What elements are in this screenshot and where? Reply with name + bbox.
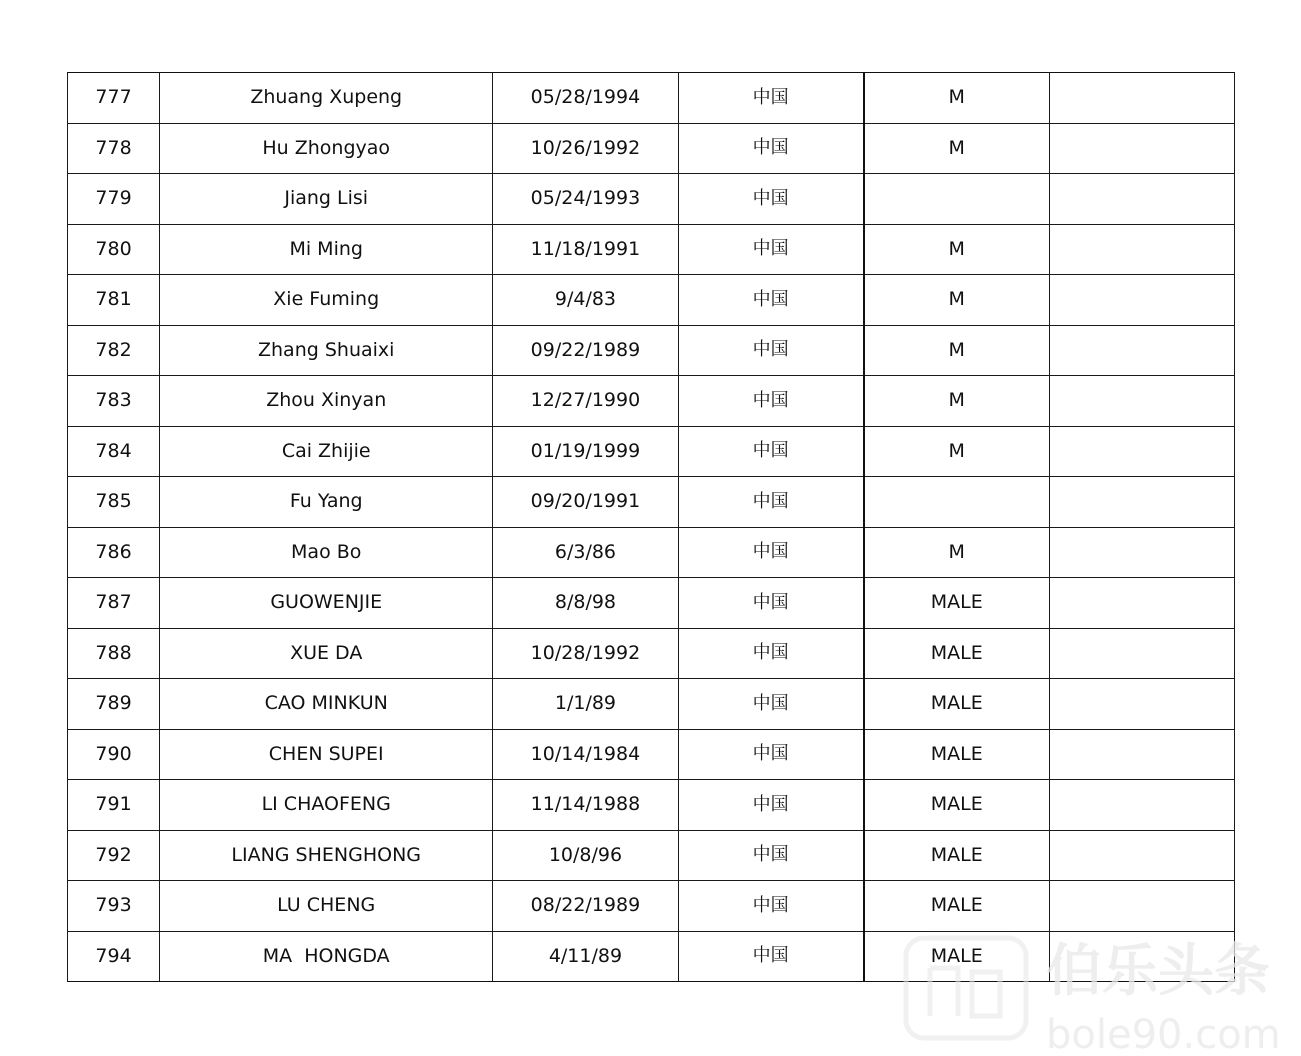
- cell-gender: M: [864, 73, 1050, 124]
- cell-country: 中国: [678, 729, 864, 780]
- table-row: [68, 628, 1235, 679]
- table-row: [68, 275, 1235, 326]
- cell-birth-date: 10/26/1992: [493, 123, 678, 174]
- cell-name: Zhang Shuaixi: [160, 325, 493, 376]
- cell-country: 中国: [678, 477, 864, 528]
- cell-name: CAO MINKUN: [160, 679, 493, 730]
- cell-country: 中国: [678, 881, 864, 932]
- table-row: [68, 679, 1235, 730]
- cell-country: 中国: [678, 780, 864, 831]
- table-row: [68, 73, 1235, 124]
- cell-country: 中国: [678, 325, 864, 376]
- cell-country: 中国: [678, 830, 864, 881]
- cell-extra: [1049, 578, 1234, 629]
- cell-country: 中国: [678, 275, 864, 326]
- table-row: [68, 123, 1235, 174]
- cell-number: 790: [68, 729, 160, 780]
- cell-name: Jiang Lisi: [160, 174, 493, 225]
- cell-number: 783: [68, 376, 160, 427]
- cell-name: Mao Bo: [160, 527, 493, 578]
- cell-gender: M: [864, 376, 1050, 427]
- cell-birth-date: 10/8/96: [493, 830, 678, 881]
- cell-country: 中国: [678, 73, 864, 124]
- cell-gender: MALE: [864, 830, 1050, 881]
- table-row: [68, 931, 1235, 982]
- cell-name: LI CHAOFENG: [160, 780, 493, 831]
- cell-number: 788: [68, 628, 160, 679]
- cell-gender: [864, 174, 1050, 225]
- cell-gender: MALE: [864, 729, 1050, 780]
- cell-country: 中国: [678, 174, 864, 225]
- cell-gender: M: [864, 275, 1050, 326]
- cell-name: Mi Ming: [160, 224, 493, 275]
- cell-number: 789: [68, 679, 160, 730]
- cell-number: 791: [68, 780, 160, 831]
- cell-gender: MALE: [864, 679, 1050, 730]
- table-row: [68, 376, 1235, 427]
- watermark-url-text: bole90.com: [1046, 1012, 1281, 1056]
- cell-name: Zhou Xinyan: [160, 376, 493, 427]
- cell-country: 中国: [678, 679, 864, 730]
- cell-extra: [1049, 174, 1234, 225]
- cell-country: 中国: [678, 628, 864, 679]
- cell-birth-date: 12/27/1990: [493, 376, 678, 427]
- cell-extra: [1049, 881, 1234, 932]
- cell-birth-date: 11/14/1988: [493, 780, 678, 831]
- cell-extra: [1049, 527, 1234, 578]
- cell-gender: MALE: [864, 931, 1050, 982]
- cell-country: 中国: [678, 527, 864, 578]
- cell-country: 中国: [678, 376, 864, 427]
- table-row: [68, 780, 1235, 831]
- cell-country: 中国: [678, 123, 864, 174]
- cell-gender: M: [864, 325, 1050, 376]
- cell-country: 中国: [678, 931, 864, 982]
- cell-number: 782: [68, 325, 160, 376]
- cell-country: 中国: [678, 578, 864, 629]
- cell-extra: [1049, 477, 1234, 528]
- cell-name: CHEN SUPEI: [160, 729, 493, 780]
- cell-name: Cai Zhijie: [160, 426, 493, 477]
- cell-number: 793: [68, 881, 160, 932]
- cell-number: 777: [68, 73, 160, 124]
- cell-birth-date: 10/28/1992: [493, 628, 678, 679]
- cell-extra: [1049, 679, 1234, 730]
- cell-extra: [1049, 628, 1234, 679]
- cell-name: Xie Fuming: [160, 275, 493, 326]
- table-row: [68, 224, 1235, 275]
- cell-extra: [1049, 426, 1234, 477]
- cell-birth-date: 1/1/89: [493, 679, 678, 730]
- cell-name: GUOWENJIE: [160, 578, 493, 629]
- cell-country: 中国: [678, 224, 864, 275]
- cell-gender: MALE: [864, 780, 1050, 831]
- cell-birth-date: 9/4/83: [493, 275, 678, 326]
- cell-extra: [1049, 275, 1234, 326]
- cell-gender: [864, 477, 1050, 528]
- cell-birth-date: 4/11/89: [493, 931, 678, 982]
- table-row: [68, 174, 1235, 225]
- cell-gender: M: [864, 426, 1050, 477]
- table-row: [68, 527, 1235, 578]
- cell-birth-date: 05/28/1994: [493, 73, 678, 124]
- cell-extra: [1049, 325, 1234, 376]
- cell-country: 中国: [678, 426, 864, 477]
- cell-name: Hu Zhongyao: [160, 123, 493, 174]
- cell-gender: MALE: [864, 881, 1050, 932]
- cell-birth-date: 8/8/98: [493, 578, 678, 629]
- cell-extra: [1049, 376, 1234, 427]
- table-row: [68, 325, 1235, 376]
- table-row: [68, 729, 1235, 780]
- cell-number: 779: [68, 174, 160, 225]
- cell-birth-date: 08/22/1989: [493, 881, 678, 932]
- cell-extra: [1049, 830, 1234, 881]
- cell-extra: [1049, 780, 1234, 831]
- table-row: [68, 477, 1235, 528]
- table-row: [68, 578, 1235, 629]
- cell-birth-date: 05/24/1993: [493, 174, 678, 225]
- cell-extra: [1049, 931, 1234, 982]
- cell-number: 784: [68, 426, 160, 477]
- cell-number: 792: [68, 830, 160, 881]
- cell-number: 778: [68, 123, 160, 174]
- cell-number: 794: [68, 931, 160, 982]
- cell-gender: M: [864, 123, 1050, 174]
- cell-birth-date: 09/20/1991: [493, 477, 678, 528]
- cell-birth-date: 09/22/1989: [493, 325, 678, 376]
- cell-name: Zhuang Xupeng: [160, 73, 493, 124]
- cell-extra: [1049, 123, 1234, 174]
- cell-birth-date: 01/19/1999: [493, 426, 678, 477]
- cell-extra: [1049, 73, 1234, 124]
- cell-birth-date: 11/18/1991: [493, 224, 678, 275]
- cell-gender: M: [864, 527, 1050, 578]
- cell-number: 786: [68, 527, 160, 578]
- cell-name: XUE DA: [160, 628, 493, 679]
- cell-birth-date: 10/14/1984: [493, 729, 678, 780]
- cell-number: 780: [68, 224, 160, 275]
- cell-name: LIANG SHENGHONG: [160, 830, 493, 881]
- table-row: [68, 426, 1235, 477]
- cell-name: LU CHENG: [160, 881, 493, 932]
- table-row: [68, 830, 1235, 881]
- watermark-cn-text: 伯乐头条: [1046, 939, 1270, 1004]
- cell-number: 787: [68, 578, 160, 629]
- cell-gender: MALE: [864, 628, 1050, 679]
- table-row: [68, 881, 1235, 932]
- cell-name: Fu Yang: [160, 477, 493, 528]
- cell-gender: MALE: [864, 578, 1050, 629]
- cell-extra: [1049, 729, 1234, 780]
- cell-birth-date: 6/3/86: [493, 527, 678, 578]
- cell-gender: M: [864, 224, 1050, 275]
- roster-table-body: [68, 73, 1235, 982]
- cell-name: MA HONGDA: [160, 931, 493, 982]
- cell-extra: [1049, 224, 1234, 275]
- cell-number: 781: [68, 275, 160, 326]
- roster-table: [67, 72, 1235, 982]
- cell-number: 785: [68, 477, 160, 528]
